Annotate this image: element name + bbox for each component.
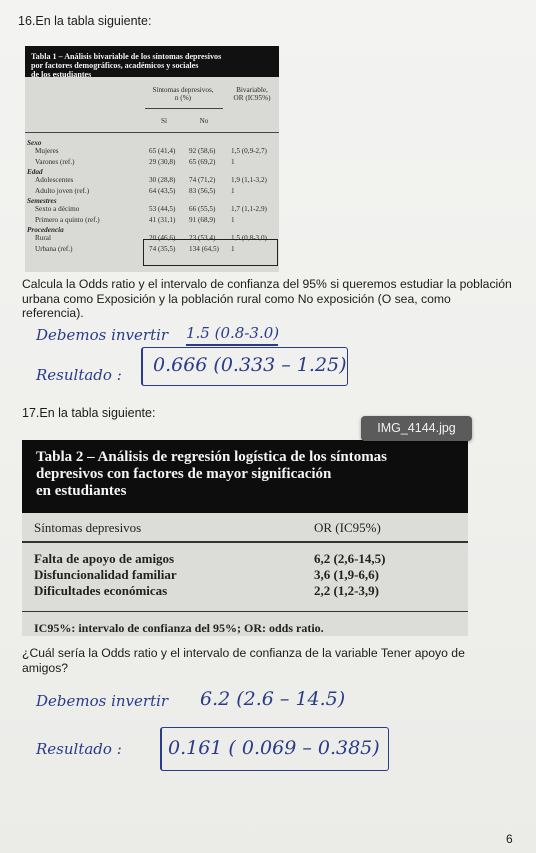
table-cell-no: 65 (69,2) (189, 157, 216, 166)
table-1-title-line: de los estudiantes (31, 70, 92, 79)
table-cell-si: 30 (28,8) (149, 176, 176, 184)
table-row-label: Varones (ref.) (35, 157, 75, 166)
table-cell-si: 53 (44,5) (149, 205, 176, 213)
table-cell-or: 1,7 (1,1-2,9) (231, 205, 267, 213)
table-2-footnote: IC95%: intervalo de confianza del 95%; OR: odds ratio. (34, 621, 324, 635)
col-header-si: Sí (161, 117, 167, 125)
col-or-label: OR (IC95%) (233, 94, 271, 102)
col-header-sintomas (143, 86, 223, 102)
table-cell-no: 134 (64,5) (189, 244, 219, 253)
question-16-statement: Calcula la Odds ratio y el intervalo de confianza del 95% si queremos estudiar la población urbana como Exposición y la población rural como No exposición (O sea, como referencia). (22, 277, 512, 320)
divider (145, 108, 223, 109)
col-header-or (225, 86, 279, 102)
table-row-category: Edad (27, 168, 43, 176)
table-cell-no: 92 (58,6) (189, 147, 216, 155)
table-cell-si: 65 (41,4) (149, 147, 176, 155)
handwritten-result-label: Resultado : (36, 740, 122, 758)
table-row-label: Falta de apoyo de amigos (34, 551, 175, 566)
table-row-or: 2,2 (1,2-3,9) (314, 583, 379, 598)
table-row-or: 6,2 (2,6-14,5) (314, 551, 386, 566)
table-row-label: Rural (35, 234, 51, 242)
table-2-title (22, 440, 468, 513)
table-row-category: Procedencia (27, 226, 64, 234)
table-1 (25, 46, 279, 272)
table-row-category: Semestres (27, 197, 57, 205)
page-number: 6 (506, 832, 513, 846)
table-row-or: 3,6 (1,9-6,6) (314, 567, 379, 582)
question-17-title: 17.En la tabla siguiente: (22, 406, 156, 420)
divider (25, 132, 279, 133)
table-2-title-line: depresivos con factores de mayor significación (36, 466, 332, 482)
handwritten-note-invert-label: Debemos invertir (36, 326, 169, 344)
handwritten-note-invert-value: 1.5 (0.8-3.0) (186, 324, 280, 342)
handwritten-result-label: Resultado : (36, 366, 122, 384)
table-cell-or: 1 (231, 186, 235, 195)
handwritten-note-invert-value: 6.2 (2.6 – 14.5) (200, 688, 346, 710)
table-cell-or: 1 (231, 215, 235, 224)
table-cell-or: 1 (231, 157, 235, 166)
table-cell-no: 74 (71,2) (189, 176, 216, 184)
table-row-label: Sexto a décimo (35, 205, 80, 213)
filename-badge: IMG_4144.jpg (361, 416, 472, 441)
table-cell-no: 66 (55,5) (189, 205, 216, 213)
question-16-title: 16.En la tabla siguiente: (18, 14, 152, 28)
table-2 (22, 440, 468, 636)
table-row-label: Urbana (ref.) (35, 244, 73, 253)
col-header-sintomas: Síntomas depresivos (34, 520, 142, 535)
col-sintomas-label: Síntomas depresivos, (152, 86, 214, 94)
table-1-title-line: Tabla 1 – Análisis bivariable de los síntomas depresivos (31, 52, 222, 61)
table-cell-no: 91 (68,9) (189, 215, 216, 224)
table-cell-or: 1,9 (1,1-3,2) (231, 176, 267, 184)
handwritten-result-value: 0.161 ( 0.069 – 0.385) (168, 737, 380, 759)
table-cell-si: 29 (30,8) (149, 157, 176, 166)
table-row-label: Primero a quinto (ref.) (35, 215, 100, 224)
table-cell-or: 1 (231, 244, 235, 253)
table-2-title-line: Tabla 2 – Análisis de regresión logística de los síntomas (36, 449, 388, 465)
table-row-label: Mujeres (35, 147, 59, 155)
question-17-statement: ¿Cuál sería la Odds ratio y el intervalo de confianza de la variable Tener apoyo de amigos? (22, 646, 465, 675)
table-cell-or: 1,5 (0,9-2,7) (231, 147, 267, 155)
handwritten-underline (186, 344, 278, 346)
table-row-label: Disfuncionalidad familiar (34, 567, 177, 582)
table-cell-no: 83 (56,5) (189, 186, 216, 195)
table-1-title-line: por factores demográficos, académicos y sociales (31, 61, 199, 70)
col-n-label: n (%) (174, 94, 192, 102)
col-header-or: OR (IC95%) (314, 520, 381, 535)
handwritten-note-invert-label: Debemos invertir (36, 692, 169, 710)
highlight-box-procedencia (143, 239, 278, 266)
table-row-label: Dificultades económicas (34, 583, 168, 598)
table-row-label: Adolescentes (35, 176, 74, 184)
table-cell-si: 74 (35,5) (149, 244, 176, 253)
table-cell-si: 41 (31,1) (149, 215, 176, 224)
table-row-label: Adulto joven (ref.) (35, 186, 90, 195)
table-cell-or: 1,5 (0,8-3,0) (231, 234, 267, 242)
divider (22, 611, 468, 612)
col-header-no: No (199, 117, 209, 125)
col-bivariable-label: Bivariable, (236, 86, 268, 94)
table-row-category: Sexo (27, 139, 42, 147)
table-cell-no: 23 (53,4) (189, 234, 216, 242)
divider (22, 541, 468, 543)
table-cell-si: 64 (43,5) (149, 186, 176, 195)
table-1-title (25, 46, 279, 77)
table-cell-si: 20 (46,6) (149, 234, 176, 242)
handwritten-result-value: 0.666 (0.333 – 1.25) (153, 354, 347, 376)
table-2-title-line: en estudiantes (36, 483, 127, 499)
